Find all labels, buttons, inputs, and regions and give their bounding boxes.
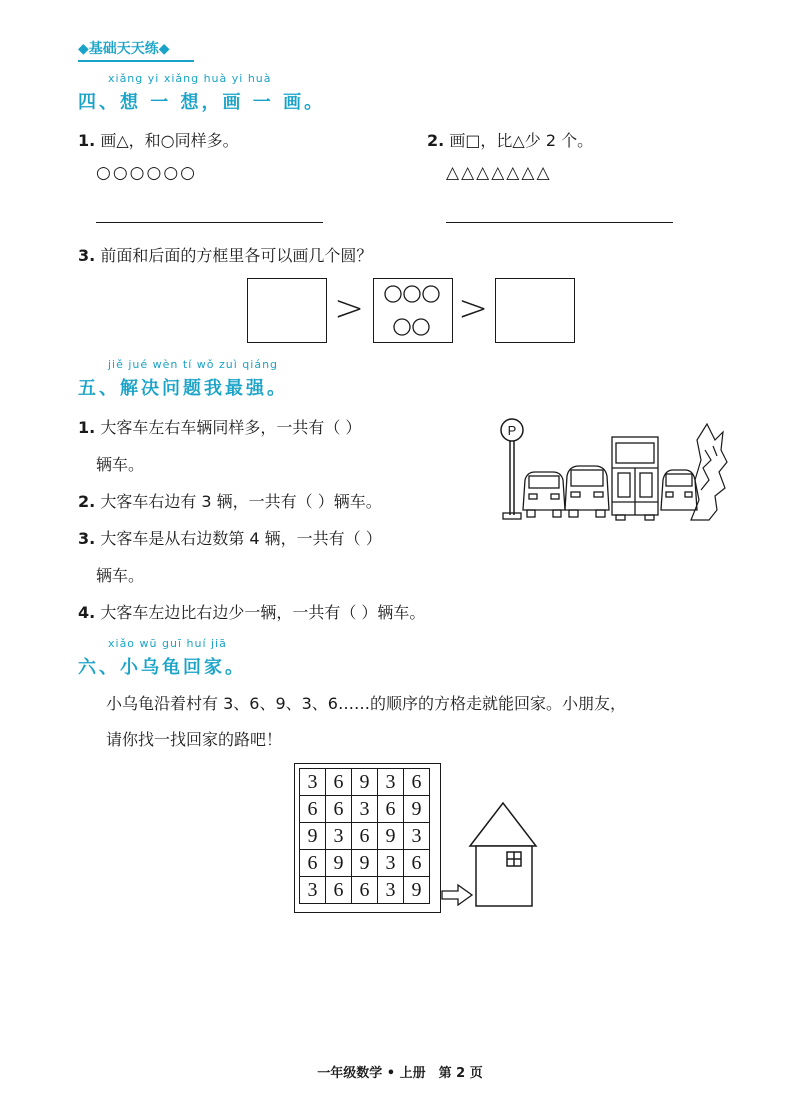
s5-question-4 — [78, 600, 425, 623]
section5-pinyin: jiě jué wèn tí wǒ zuì qiáng — [108, 358, 279, 371]
s5-q2-text: 大客车右边有 3 辆，一共有（ ）辆车。 — [100, 492, 382, 511]
s5-question-1 — [78, 415, 361, 438]
s5-question-3 — [78, 526, 382, 549]
maze-cell[interactable]: 6 — [378, 796, 404, 823]
maze-row — [300, 823, 430, 850]
section6-title: 六、小乌龟回家。 — [78, 657, 246, 678]
circles-row: ○○○○○○ — [96, 163, 198, 183]
maze-cell[interactable]: 9 — [378, 823, 404, 850]
greater-than-sign-2: > — [458, 288, 489, 329]
svg-text:P: P — [507, 423, 517, 438]
empty-box-front[interactable] — [247, 278, 327, 343]
s4-q2-number: 2. — [427, 131, 445, 150]
section6-pinyin: xiǎo wū guī huí jiā — [108, 637, 227, 650]
s5-question-2 — [78, 489, 382, 512]
s5-q3-text: 大客车是从右边数第 4 辆，一共有（ ） — [100, 529, 382, 548]
s5-q1-text: 大客车左右车辆同样多，一共有（ ） — [100, 418, 362, 437]
maze-cell[interactable]: 3 — [378, 877, 404, 904]
s6-instruction-line-2: 请你找一找回家的路吧！ — [106, 730, 283, 749]
s4-q1-text: 画△，和○同样多。 — [100, 131, 239, 150]
maze-cell[interactable]: 3 — [378, 850, 404, 877]
maze-cell[interactable]: 6 — [326, 877, 352, 904]
parking-sign-icon — [501, 419, 523, 519]
parking-lot-illustration — [495, 410, 730, 525]
house-with-arrow — [440, 800, 580, 912]
s4-q1-number: 1. — [78, 131, 96, 150]
s4-question-1 — [78, 128, 239, 151]
maze-cell[interactable]: 9 — [300, 823, 326, 850]
greater-than-sign-1: > — [334, 288, 365, 329]
s4-q3-number: 3. — [78, 246, 96, 265]
maze-row — [300, 796, 430, 823]
section-tag — [78, 38, 194, 62]
maze-row — [300, 769, 430, 796]
maze-cell[interactable]: 6 — [404, 769, 430, 796]
section5-title: 五、解决问题我最强。 — [78, 378, 288, 399]
bus-icon — [612, 437, 658, 520]
maze-cell[interactable]: 3 — [378, 769, 404, 796]
maze-table — [299, 768, 430, 904]
maze-cell[interactable]: 9 — [404, 877, 430, 904]
arrow-right-icon — [442, 885, 472, 905]
s6-instruction-line-1: 小乌龟沿着村有 3、6、9、3、6……的顺序的方格走就能回家。小朋友， — [106, 694, 626, 713]
s5-q3-continuation: 辆车。 — [96, 566, 145, 585]
maze-cell[interactable]: 6 — [300, 850, 326, 877]
maze-cell[interactable]: 6 — [352, 823, 378, 850]
page-footer: 一年级数学 • 上册 第 2 页 — [317, 1066, 483, 1081]
triangles-row: △△△△△△△ — [446, 163, 552, 183]
s5-q1-number: 1. — [78, 418, 96, 437]
maze-cell[interactable]: 6 — [352, 877, 378, 904]
maze-cell[interactable]: 6 — [326, 769, 352, 796]
answer-line-1[interactable] — [96, 222, 323, 223]
section-tag-label: ◆基础天天练◆ — [78, 41, 170, 57]
s4-q3-text: 前面和后面的方框里各可以画几个圆？ — [100, 246, 373, 265]
section-tag-underline — [78, 60, 194, 62]
s5-q3-number: 3. — [78, 529, 96, 548]
maze-cell[interactable]: 3 — [404, 823, 430, 850]
maze-cell[interactable]: 9 — [404, 796, 430, 823]
maze-cell[interactable]: 9 — [352, 850, 378, 877]
maze-cell[interactable]: 6 — [404, 850, 430, 877]
s5-q4-text: 大客车左边比右边少一辆，一共有（ ）辆车。 — [100, 603, 426, 622]
section4-title: 四、想 一 想，画 一 画。 — [78, 92, 326, 113]
car-3-icon — [661, 470, 697, 510]
maze-cell[interactable]: 3 — [300, 877, 326, 904]
maze-row — [300, 877, 430, 904]
car-1-icon — [523, 472, 565, 517]
maze-cell[interactable]: 9 — [326, 850, 352, 877]
maze-cell[interactable]: 6 — [326, 796, 352, 823]
s5-q2-number: 2. — [78, 492, 96, 511]
maze-cell[interactable]: 9 — [352, 769, 378, 796]
s4-question-2 — [427, 128, 593, 151]
empty-box-back[interactable] — [495, 278, 575, 343]
maze-cell[interactable]: 3 — [326, 823, 352, 850]
circle-box-middle — [373, 278, 453, 343]
number-maze-grid — [294, 763, 441, 913]
s5-q4-number: 4. — [78, 603, 96, 622]
house-icon — [470, 803, 536, 906]
car-2-icon — [565, 466, 609, 517]
maze-cell[interactable]: 6 — [300, 796, 326, 823]
maze-row — [300, 850, 430, 877]
tree-icon — [691, 424, 727, 520]
maze-cell[interactable]: 3 — [300, 769, 326, 796]
maze-cell[interactable]: 3 — [352, 796, 378, 823]
s5-q1-continuation: 辆车。 — [96, 455, 145, 474]
section4-pinyin: xiǎng yi xiǎng huà yi huà — [108, 72, 272, 85]
answer-line-2[interactable] — [446, 222, 673, 223]
s4-question-3 — [78, 243, 372, 266]
five-circles-icon — [374, 279, 451, 341]
s4-q2-text: 画□，比△少 2 个。 — [449, 131, 594, 150]
